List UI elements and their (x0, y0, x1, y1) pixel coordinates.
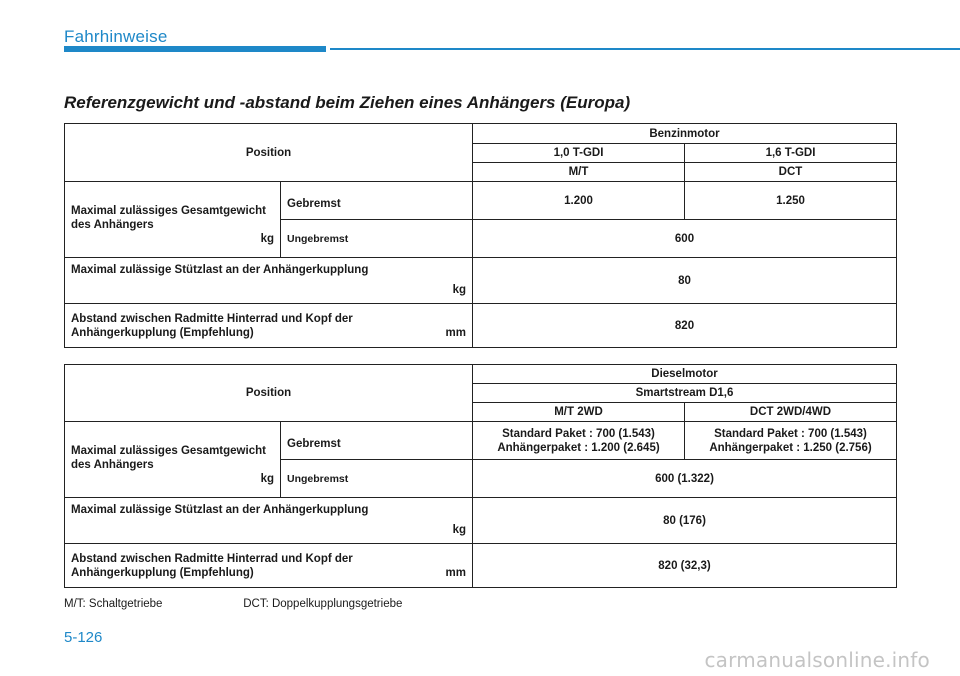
braked-label: Gebremst (281, 182, 473, 220)
unit-kg: kg (452, 284, 466, 296)
distance-label-cell (65, 304, 473, 348)
distance-label: Abstand zwischen Radmitte Hinterrad und Kopf der Anhängerkupplung (Empfehlung) (71, 312, 353, 339)
position-header: Position (65, 124, 473, 182)
unbraked-label: Ungebremst (281, 220, 473, 258)
footnote-dct: DCT: Doppelkupplungsgetriebe (243, 598, 403, 610)
position-header: Position (65, 365, 473, 422)
distance-value: 820 (32,3) (473, 544, 897, 588)
distance-label: Abstand zwischen Radmitte Hinterrad und Kopf der Anhängerkupplung (Empfehlung) (71, 552, 353, 579)
engine-header: Dieselmotor (473, 365, 897, 384)
braked-value (473, 422, 685, 460)
engine-header: Benzinmotor (473, 124, 897, 144)
page-number: 5-126 (64, 629, 103, 646)
variant-header: 1,0 T-GDI (473, 144, 685, 163)
unit-kg: kg (260, 232, 274, 245)
header-rule-thin (330, 48, 960, 50)
unbraked-label: Ungebremst (281, 460, 473, 498)
max-weight-label: Maximal zulässiges Gesamtgewicht des Anhängers (71, 204, 266, 231)
distance-label-cell (65, 544, 473, 588)
braked-value (685, 422, 897, 460)
unit-kg: kg (452, 524, 466, 536)
braked-value-trailer: Anhängerpaket : 1.250 (2.756) (709, 441, 872, 454)
transmission-header: M/T 2WD (473, 403, 685, 422)
max-weight-label-cell (65, 182, 281, 258)
transmission-header: M/T (473, 163, 685, 182)
petrol-spec-table (64, 123, 897, 348)
braked-value-standard: Standard Paket : 700 (1.543) (714, 427, 867, 440)
footnote-mt: M/T: Schaltgetriebe (64, 598, 163, 610)
footnote (64, 598, 402, 610)
support-load-value: 80 (176) (473, 498, 897, 544)
max-weight-label: Maximal zulässiges Gesamtgewicht des Anhängers (71, 444, 266, 471)
braked-value-standard: Standard Paket : 700 (1.543) (502, 427, 655, 440)
section-title: Fahrhinweise (64, 27, 168, 46)
braked-value-trailer: Anhängerpaket : 1.200 (2.645) (497, 441, 660, 454)
braked-value: 1.250 (685, 182, 897, 220)
support-load-label: Maximal zulässige Stützlast an der Anhängerkupplung (71, 264, 369, 276)
transmission-header: DCT (685, 163, 897, 182)
support-load-label: Maximal zulässige Stützlast an der Anhängerkupplung (71, 504, 369, 516)
unit-mm: mm (445, 566, 466, 579)
unbraked-value: 600 (473, 220, 897, 258)
transmission-header: DCT 2WD/4WD (685, 403, 897, 422)
variant-header: Smartstream D1,6 (473, 384, 897, 403)
max-weight-label-cell (65, 422, 281, 498)
support-load-label-cell (65, 498, 473, 544)
unit-mm: mm (445, 326, 466, 339)
watermark: carmanualsonline.info (704, 648, 930, 672)
support-load-value: 80 (473, 258, 897, 304)
unbraked-value: 600 (1.322) (473, 460, 897, 498)
braked-label: Gebremst (281, 422, 473, 460)
unit-kg: kg (260, 472, 274, 485)
diesel-spec-table (64, 364, 897, 588)
header-rule-thick (64, 46, 326, 52)
support-load-label-cell (65, 258, 473, 304)
distance-value: 820 (473, 304, 897, 348)
braked-value: 1.200 (473, 182, 685, 220)
variant-header: 1,6 T-GDI (685, 144, 897, 163)
page-heading: Referenzgewicht und -abstand beim Ziehen eines Anhängers (Europa) (64, 93, 631, 112)
